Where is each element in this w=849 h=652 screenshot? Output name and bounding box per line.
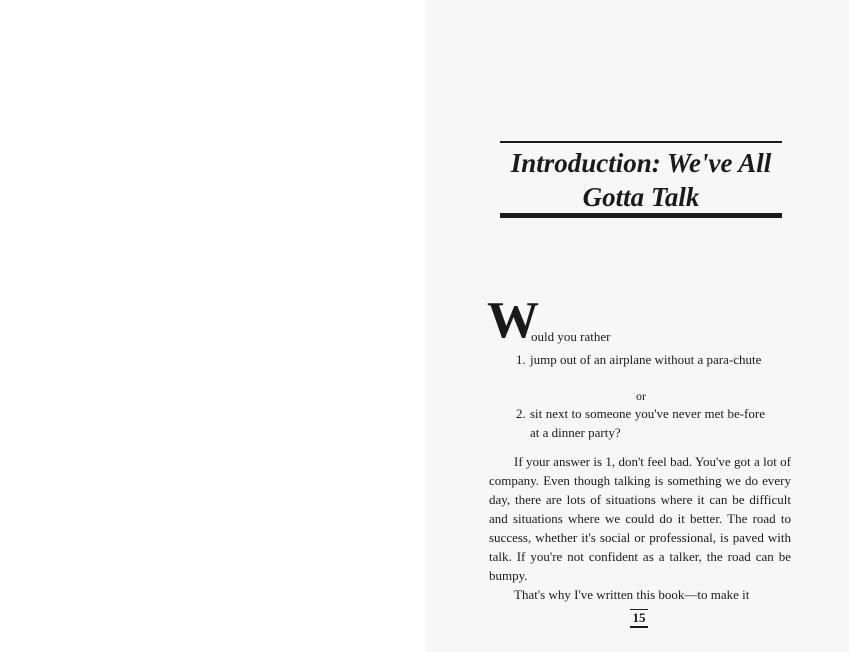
title-bottom-rule: [500, 213, 782, 218]
or-separator: or: [636, 389, 646, 403]
page-number: 15: [630, 609, 648, 628]
option-number: 2.: [516, 406, 526, 421]
option-item-2: [516, 404, 765, 442]
lead-text: ould you rather: [531, 329, 611, 344]
paragraph: If your answer is 1, don't feel bad. You've got a lot of company. Even though talking is something we do every day, there are lots of situations where it can be difficult and situations where we could do it better. The road to success, whether it's social or professional, is paved with talk. If you're not confident as a talker, the road can be bumpy.: [489, 454, 791, 583]
option-number: 1.: [516, 352, 526, 367]
title-top-rule: [500, 141, 782, 143]
option-text: sit next to someone you've never met be-fore at a dinner party?: [530, 406, 765, 440]
chapter-title: Introduction: We've All Gotta Talk: [510, 148, 772, 212]
drop-cap: W: [487, 292, 539, 349]
option-item-1: [516, 350, 765, 369]
paragraph: That's why I've written this book—to make it: [514, 587, 750, 602]
body-text: [489, 452, 791, 604]
option-text: jump out of an airplane without a para-chute: [530, 352, 762, 367]
